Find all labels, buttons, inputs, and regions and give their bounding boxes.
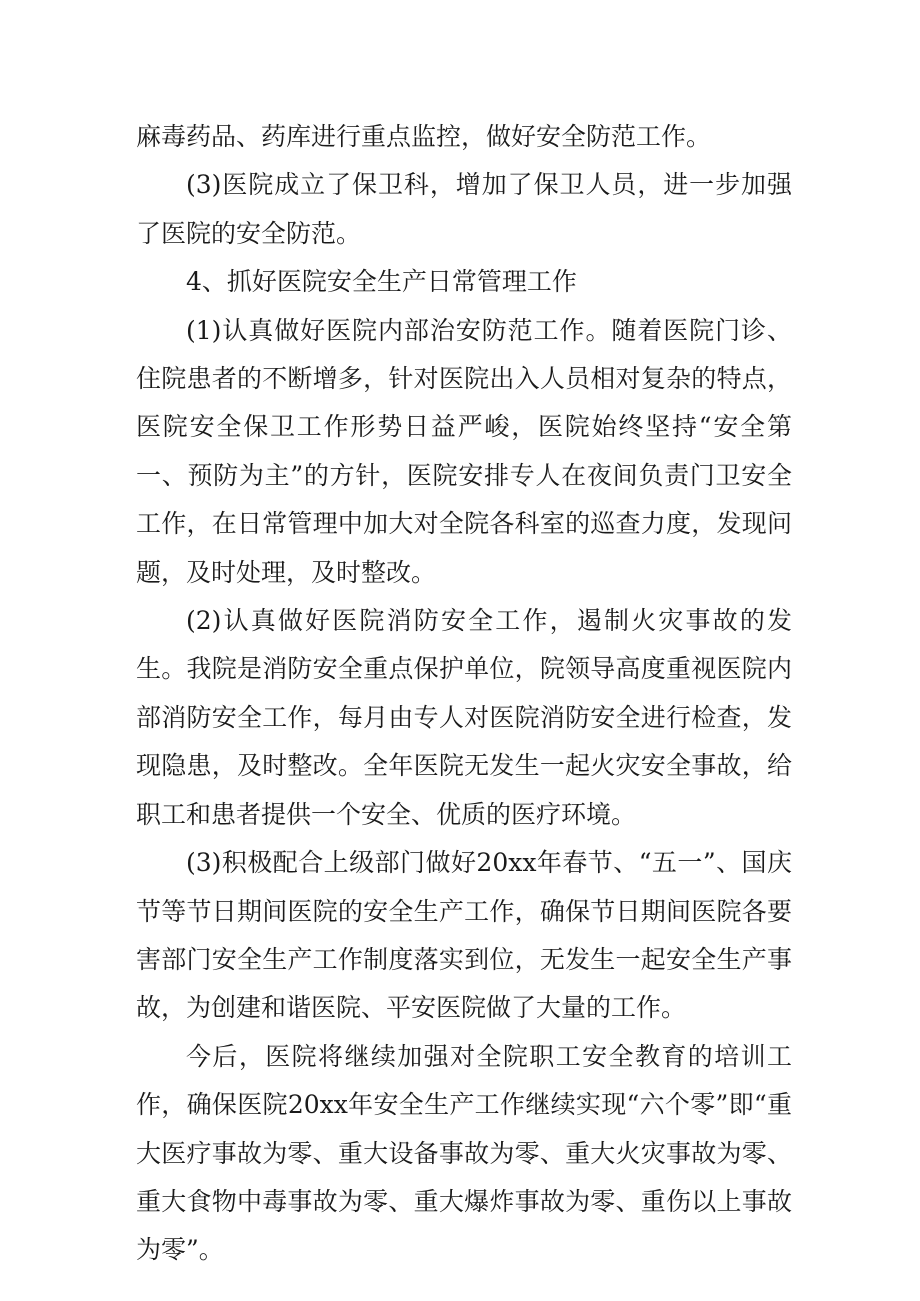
paragraph-holiday-safety: (3)积极配合上级部门做好20xx年春节、“五一”、国庆节等节日期间医院的安全生产工作，确保节日期间医院各要害部门安全生产工作制度落实到位，无发生一起安全生产事故，为创建和谐医院、平安医院做了大量的工作。	[136, 848, 792, 1023]
paragraph-fire-safety: (2)认真做好医院消防安全工作，遏制火灾事故的发生。我院是消防安全重点保护单位，院领导高度重视医院内部消防安全工作，每月由专人对医院消防安全进行检查，发现隐患，及时整改。全年医院无发生一起火灾安全事故，给职工和患者提供一个安全、优质的医疗环境。	[136, 606, 792, 829]
document-body	[136, 113, 792, 1275]
paragraph-future-plan: 今后，医院将继续加强对全院职工安全教育的培训工作，确保医院20xx年安全生产工作继续实现“六个零”即“重大医疗事故为零、重大设备事故为零、重大火灾事故为零、重大食物中毒事故为零、重大爆炸事故为零、重伤以上事故为零”。	[136, 1041, 792, 1265]
paragraph-security-department: (3)医院成立了保卫科，增加了保卫人员，进一步加强了医院的安全防范。	[136, 170, 792, 248]
section-heading-daily-management: 4、抓好医院安全生产日常管理工作	[186, 267, 577, 297]
paragraph-public-security: (1)认真做好医院内部治安防范工作。随着医院门诊、住院患者的不断增多，针对医院出入人员相对复杂的特点，医院安全保卫工作形势日益严峻，医院始终坚持“安全第一、预防为主”的方针，医院安排专人在夜间负责门卫安全工作，在日常管理中加大对全院各科室的巡查力度，发现问题，及时处理，及时整改。	[136, 315, 792, 587]
paragraph-continuation: 麻毒药品、药库进行重点监控，做好安全防范工作。	[136, 122, 712, 151]
